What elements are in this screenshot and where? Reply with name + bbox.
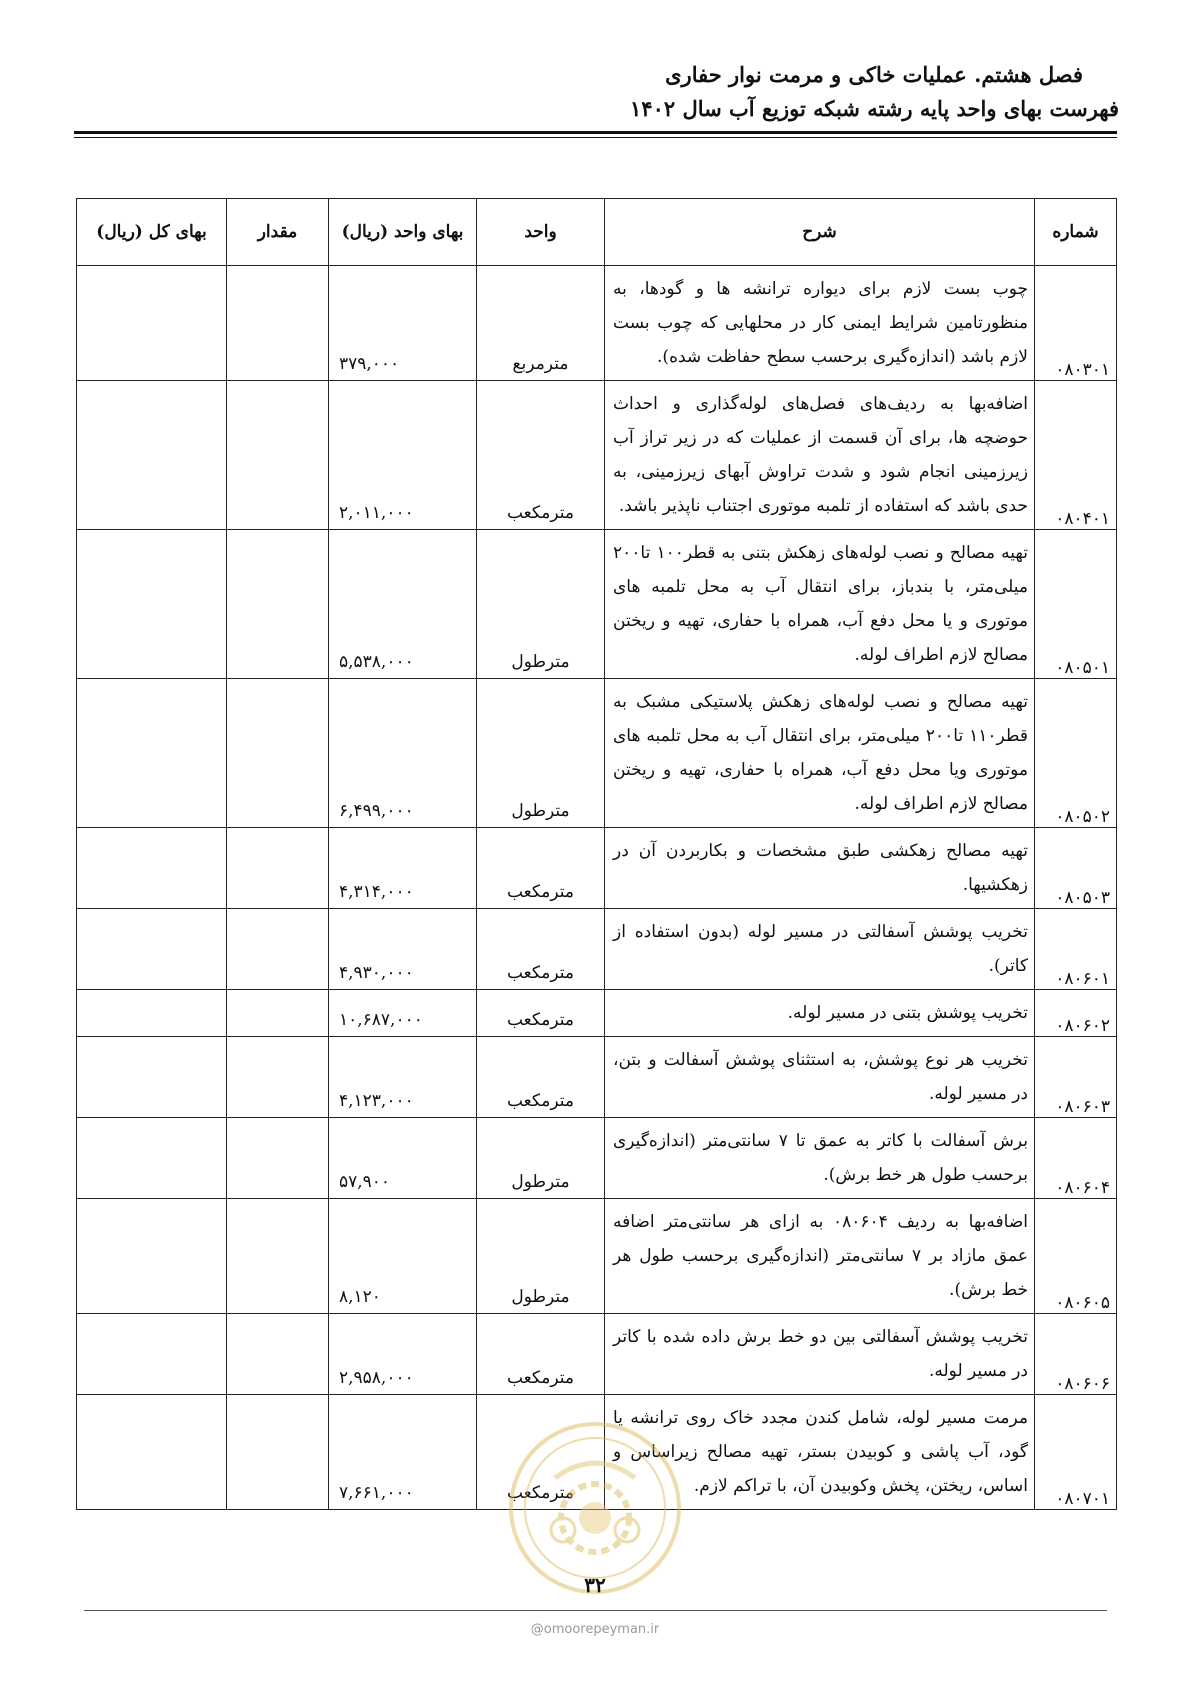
- list-title: فهرست بهای واحد پایه رشته شبکه توزیع آب سال ۱۴۰۲: [630, 96, 1119, 121]
- row-number: ۰۸۰۵۰۱: [1035, 530, 1117, 679]
- row-number: ۰۸۰۶۰۴: [1035, 1118, 1117, 1199]
- row-unit: مترمکعب: [477, 1314, 605, 1395]
- row-quantity-cell: [227, 381, 329, 530]
- row-unit: مترمربع: [477, 266, 605, 381]
- row-unit: مترمکعب: [477, 1395, 605, 1510]
- row-quantity-cell: [227, 1314, 329, 1395]
- page-number: ۳۲: [584, 1573, 606, 1597]
- row-total-price-cell: [77, 530, 227, 679]
- row-quantity-cell: [227, 990, 329, 1037]
- table-row: [77, 1037, 1117, 1118]
- row-number: ۰۸۰۳۰۱: [1035, 266, 1117, 381]
- table-row: [77, 909, 1117, 990]
- row-description: اضافه‌بها به ردیف‌های فصل‌های لوله‌گذاری و احداث حوضچه ها، برای آن قسمت از عملیات که در زیر تراز آب زیرزمینی انجام شود و شدت تراوش آبهای زیرزمینی، به حدی باشد که استفاده از تلمبه موتوری اجتناب ناپذیر باشد.: [605, 381, 1035, 530]
- row-number: ۰۸۰۶۰۳: [1035, 1037, 1117, 1118]
- row-unit-price: ۵۷,۹۰۰: [329, 1118, 477, 1199]
- row-total-price-cell: [77, 679, 227, 828]
- row-number: ۰۸۰۵۰۳: [1035, 828, 1117, 909]
- chapter-title: فصل هشتم. عملیات خاکی و مرمت نوار حفاری: [665, 62, 1083, 87]
- row-unit: مترطول: [477, 1118, 605, 1199]
- row-description: تهیه مصالح و نصب لوله‌های زهکش پلاستیکی مشبک به قطر۱۱۰ تا۲۰۰ میلی‌متر، برای انتقال آب به محل تلمبه های موتوری ویا محل دفع آب، همراه با حفاری، تهیه و ریختن مصالح لازم اطراف لوله.: [605, 679, 1035, 828]
- table-row: [77, 266, 1117, 381]
- table-row: [77, 530, 1117, 679]
- row-total-price-cell: [77, 1118, 227, 1199]
- row-unit: مترمکعب: [477, 828, 605, 909]
- row-description: تخریب پوشش آسفالتی در مسیر لوله (بدون استفاده از کاتر).: [605, 909, 1035, 990]
- row-unit-price: ۴,۱۲۳,۰۰۰: [329, 1037, 477, 1118]
- row-quantity-cell: [227, 679, 329, 828]
- row-quantity-cell: [227, 266, 329, 381]
- row-total-price-cell: [77, 1037, 227, 1118]
- row-unit-price: ۲,۹۵۸,۰۰۰: [329, 1314, 477, 1395]
- column-header-description: شرح: [605, 199, 1035, 266]
- row-quantity-cell: [227, 1199, 329, 1314]
- row-number: ۰۸۰۵۰۲: [1035, 679, 1117, 828]
- table-row: [77, 679, 1117, 828]
- row-description: مرمت مسیر لوله، شامل کندن مجدد خاک روی ترانشه یا گود، آب پاشی و کوبیدن بستر، تهیه مصالح زیراساس و اساس، ریختن، پخش وکوبیدن آن، با تراکم لازم.: [605, 1395, 1035, 1510]
- row-quantity-cell: [227, 1037, 329, 1118]
- table-row: [77, 1199, 1117, 1314]
- row-number: ۰۸۰۶۰۵: [1035, 1199, 1117, 1314]
- table-header-row: [77, 199, 1117, 266]
- row-quantity-cell: [227, 530, 329, 679]
- row-total-price-cell: [77, 1395, 227, 1510]
- row-description: اضافه‌بها به ردیف ۰۸۰۶۰۴ به ازای هر سانتی‌متر اضافه عمق مازاد بر ۷ سانتی‌متر (اندازه‌گیری برحسب طول هر خط برش).: [605, 1199, 1035, 1314]
- table-row: [77, 1314, 1117, 1395]
- table-row: [77, 990, 1117, 1037]
- table-row: [77, 381, 1117, 530]
- row-total-price-cell: [77, 1314, 227, 1395]
- row-unit-price: ۱۰,۶۸۷,۰۰۰: [329, 990, 477, 1037]
- table-row: [77, 828, 1117, 909]
- row-description: تخریب پوشش آسفالتی بین دو خط برش داده شده با کاتر در مسیر لوله.: [605, 1314, 1035, 1395]
- row-quantity-cell: [227, 1118, 329, 1199]
- watermark-url: @omoorepeyman.ir: [530, 1622, 660, 1637]
- row-total-price-cell: [77, 266, 227, 381]
- row-description: برش آسفالت با کاتر به عمق تا ۷ سانتی‌متر (اندازه‌گیری برحسب طول هر خط برش).: [605, 1118, 1035, 1199]
- row-description: تخریب هر نوع پوشش، به استثنای پوشش آسفالت و بتن، در مسیر لوله.: [605, 1037, 1035, 1118]
- price-list-table: [76, 198, 1117, 1510]
- row-description: چوب بست لازم برای دیواره ترانشه ها و گودها، به منظورتامین شرایط ایمنی کار در محلهایی که چوب بست لازم باشد (اندازه‌گیری برحسب سطح حفاظت شده).: [605, 266, 1035, 381]
- row-quantity-cell: [227, 828, 329, 909]
- row-total-price-cell: [77, 381, 227, 530]
- row-description: تهیه مصالح زهکشی طبق مشخصات و بکاربردن آن در زهکشیها.: [605, 828, 1035, 909]
- row-unit-price: ۴,۹۳۰,۰۰۰: [329, 909, 477, 990]
- row-total-price-cell: [77, 909, 227, 990]
- row-quantity-cell: [227, 1395, 329, 1510]
- row-unit: مترمکعب: [477, 1037, 605, 1118]
- row-number: ۰۸۰۶۰۲: [1035, 990, 1117, 1037]
- row-total-price-cell: [77, 1199, 227, 1314]
- row-number: ۰۸۰۶۰۶: [1035, 1314, 1117, 1395]
- row-unit: مترطول: [477, 679, 605, 828]
- table-row: [77, 1395, 1117, 1510]
- row-unit: مترمکعب: [477, 909, 605, 990]
- page-header: [72, 58, 1119, 126]
- row-total-price-cell: [77, 828, 227, 909]
- column-header-total-price: بهای کل (ریال): [77, 199, 227, 266]
- row-unit-price: ۷,۶۶۱,۰۰۰: [329, 1395, 477, 1510]
- row-total-price-cell: [77, 990, 227, 1037]
- row-number: ۰۸۰۴۰۱: [1035, 381, 1117, 530]
- row-unit-price: ۶,۴۹۹,۰۰۰: [329, 679, 477, 828]
- row-unit: مترطول: [477, 1199, 605, 1314]
- row-unit: مترمکعب: [477, 990, 605, 1037]
- header-rule-thick: [74, 131, 1117, 134]
- column-header-number: شماره: [1035, 199, 1117, 266]
- row-number: ۰۸۰۷۰۱: [1035, 1395, 1117, 1510]
- row-unit-price: ۸,۱۲۰: [329, 1199, 477, 1314]
- footer-rule: [84, 1610, 1107, 1611]
- row-unit-price: ۲,۰۱۱,۰۰۰: [329, 381, 477, 530]
- column-header-unit: واحد: [477, 199, 605, 266]
- column-header-quantity: مقدار: [227, 199, 329, 266]
- row-description: تخریب پوشش بتنی در مسیر لوله.: [605, 990, 1035, 1037]
- row-unit: مترطول: [477, 530, 605, 679]
- row-unit-price: ۴,۳۱۴,۰۰۰: [329, 828, 477, 909]
- header-rule-thin: [74, 137, 1117, 138]
- column-header-unit-price: بهای واحد (ریال): [329, 199, 477, 266]
- row-unit-price: ۳۷۹,۰۰۰: [329, 266, 477, 381]
- row-unit-price: ۵,۵۳۸,۰۰۰: [329, 530, 477, 679]
- row-number: ۰۸۰۶۰۱: [1035, 909, 1117, 990]
- table-row: [77, 1118, 1117, 1199]
- row-unit: مترمکعب: [477, 381, 605, 530]
- row-quantity-cell: [227, 909, 329, 990]
- row-description: تهیه مصالح و نصب لوله‌های زهکش بتنی به قطر۱۰۰ تا۲۰۰ میلی‌متر، با بندباز، برای انتقال آب به محل تلمبه های موتوری و یا محل دفع آب، همراه با حفاری، تهیه و ریختن مصالح لازم اطراف لوله.: [605, 530, 1035, 679]
